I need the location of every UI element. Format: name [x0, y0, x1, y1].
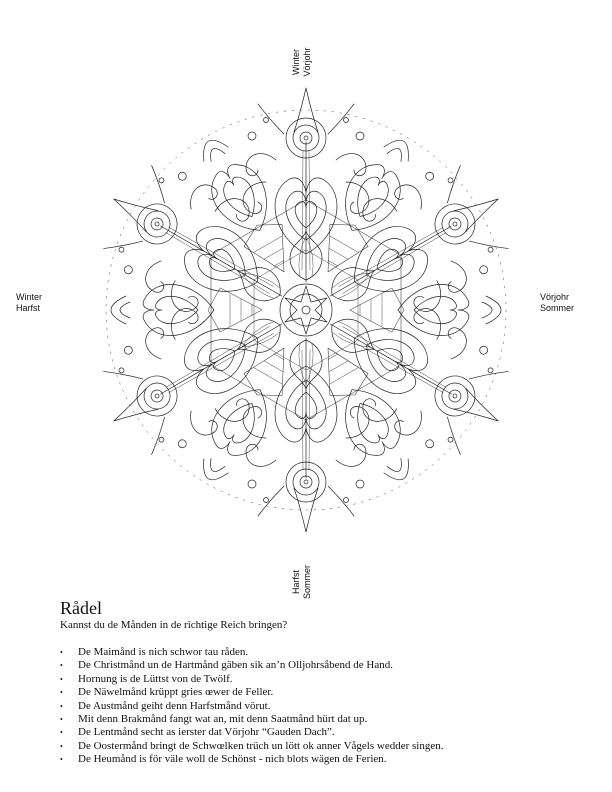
right-season-label — [540, 292, 574, 314]
top-season-label — [291, 36, 313, 88]
clue-item: • De Heumånd is för väle woll de Schönst - nich blots wägen de Ferien. — [60, 753, 580, 766]
riddle-title: Rådel — [60, 598, 102, 618]
right-label-line-2: Sommer — [540, 303, 575, 313]
riddle-section — [60, 598, 580, 767]
top-label-line-2: Vörjohr — [302, 47, 312, 77]
clue-item: • De Maimånd is nich schwor tau råden. — [60, 646, 580, 659]
clue-item: • De Lentmånd secht as ierster dat Vörjohr “Gauden Dach”. — [60, 726, 580, 739]
clue-list — [60, 646, 580, 767]
clue-item: • Mit denn Brakmånd fangt wat an, mit denn Saatmånd hürt dat up. — [60, 713, 580, 726]
clue-item: • De Näwelmånd krüppt gries œwer de Feller. — [60, 686, 580, 699]
top-label-line-1: Winter — [291, 49, 301, 76]
clue-item: • De Oostermånd bringt de Schwœlken trüch un lött ok anner Vågels wedder singen. — [60, 740, 580, 753]
bottom-label-line-2: Sommer — [302, 565, 312, 600]
left-season-label — [16, 292, 42, 314]
bottom-label-line-1: Harfst — [291, 570, 301, 595]
riddle-question: Kannst du de Månden in de richtige Reich bringen? — [60, 619, 288, 631]
clue-item: • De Austmånd geiht denn Harfstmånd vörut. — [60, 700, 580, 713]
right-label-line-1: Vörjohr — [540, 292, 570, 302]
left-label-line-2: Harfst — [16, 303, 41, 313]
clue-item: • De Christmånd un de Hartmånd gäben sik an’n Olljohrsåbend de Hand. — [60, 659, 580, 672]
clue-item: • Hornung is de Lüttst von de Twölf. — [60, 673, 580, 686]
left-label-line-1: Winter — [16, 292, 43, 302]
mandala-illustration — [80, 84, 532, 536]
